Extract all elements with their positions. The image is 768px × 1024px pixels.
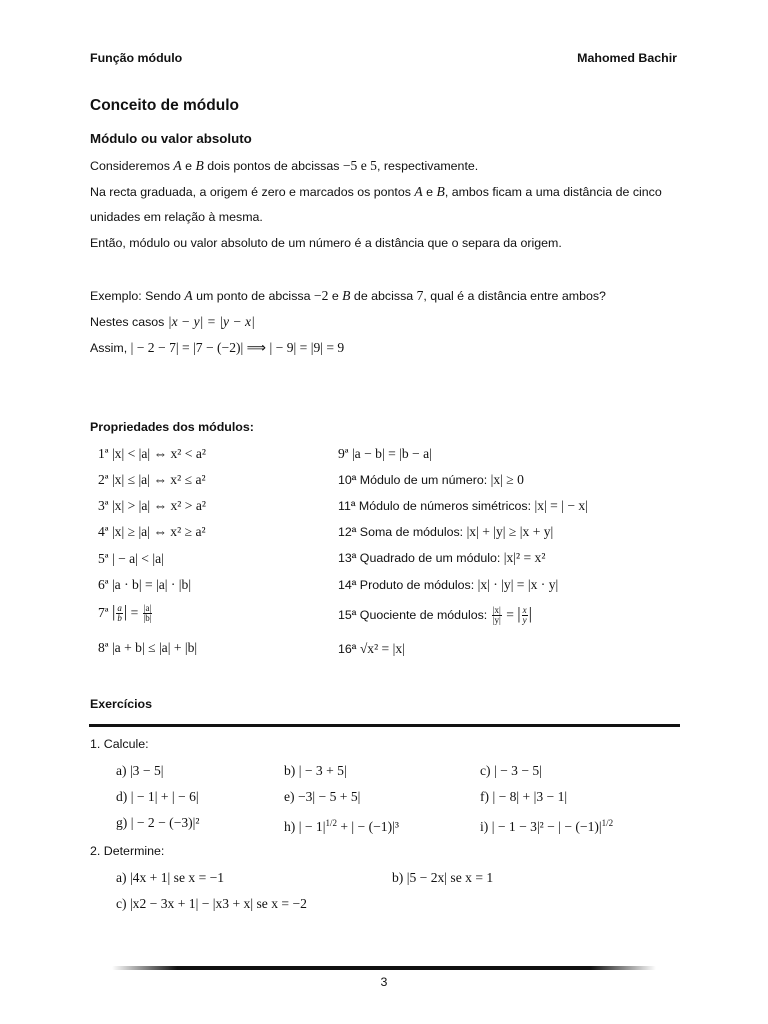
exercise-1e: e) −3| − 5 + 5| (284, 789, 361, 804)
intro-line-2: Na recta graduada, a origem é zero e marcados os pontos A e B, ambos ficam a uma distância de cinco (90, 184, 662, 199)
header-title: Função módulo (90, 51, 183, 65)
properties-title: Propriedades dos módulos: (90, 420, 254, 434)
section-title: Conceito de módulo (90, 97, 239, 114)
property-11: 11ª Módulo de números simétricos: |x| = | − x| (338, 498, 588, 513)
exercise-1c: c) | − 3 − 5| (480, 763, 542, 778)
intro-line-4: Então, módulo ou valor absoluto de um número é a distância que o separa da origem. (90, 236, 562, 250)
exercise-2a: a) |4x + 1| se x = −1 (116, 870, 225, 885)
example-line-2: Nestes casos |x − y| = |y − x| (90, 314, 255, 329)
exercise-2-title: 2. Determine: (90, 844, 165, 858)
intro-line-1: Consideremos A e B dois pontos de abcissas −5 e 5, respectivamente. (90, 158, 479, 173)
exercise-1b: b) | − 3 + 5| (284, 763, 347, 778)
exercise-2c: c) |x2 − 3x + 1| − |x3 + x| se x = −2 (116, 896, 307, 911)
property-12: 12ª Soma de módulos: |x| + |y| ≥ |x + y| (338, 524, 554, 539)
example-line-1: Exemplo: Sendo A um ponto de abcissa −2 e B de abcissa 7, qual é a distância entre ambos? (90, 288, 606, 303)
intro-line-3: unidades em relação à mesma. (90, 210, 263, 224)
subsection-title: Módulo ou valor absoluto (90, 131, 252, 146)
property-1: 1ª |x| < |a| ⇔ x² < a² (98, 446, 206, 461)
property-8: 8ª |a + b| ≤ |a| + |b| (98, 640, 198, 655)
exercise-1f: f) | − 8| + |3 − 1| (480, 789, 568, 804)
property-9: 9ª |a − b| = |b − a| (338, 446, 432, 461)
property-3: 3ª |x| > |a| ⇔ x² > a² (98, 498, 206, 513)
property-14: 14ª Produto de módulos: |x| · |y| = |x · y| (338, 577, 559, 592)
property-5: 5ª | − a| < |a| (98, 551, 164, 566)
header-author: Mahomed Bachir (577, 51, 677, 65)
exercise-1g: g) | − 2 − (−3)|² (116, 815, 200, 830)
exercise-2b: b) |5 − 2x| se x = 1 (392, 870, 494, 885)
property-16: 16ª √x² = |x| (338, 641, 405, 656)
exercise-1h: h) | − $1|^{1/2}$ + | − (−1)|³ (284, 818, 399, 834)
footer-divider (112, 966, 656, 970)
property-2: 2ª |x| ≤ |a| ⇔ x² ≤ a² (98, 472, 206, 487)
exercise-1d: d) | − 1| + | − 6| (116, 789, 199, 804)
property-15: 15ª Quociente de módulos: $\frac{|x|}{|y|}$ = | $\frac{x}{y}$ | (338, 604, 533, 626)
property-7: 7ª | $\frac{a}{b}$ | = $\frac{|a|}{|b|}$ (98, 602, 152, 624)
exercise-1a: a) |3 − 5| (116, 763, 164, 778)
exercise-1i: i) | − 1 − 3|² − | − $(-1)|^{1/2}$ (480, 818, 614, 834)
exercises-divider (89, 724, 680, 727)
property-13: 13ª Quadrado de um módulo: |x|² = x² (338, 550, 546, 565)
exercise-1-title: 1. Calcule: (90, 737, 149, 751)
property-10: 10ª Módulo de um número: |x| ≥ 0 (338, 472, 524, 487)
property-6: 6ª |a · b| = |a| · |b| (98, 577, 192, 592)
example-line-3: Assim, | − 2 − 7| = |7 − (−2)| ⟹ | − 9| = |9| = 9 (90, 340, 345, 355)
page-number: 3 (380, 975, 388, 989)
exercises-title: Exercícios (90, 697, 152, 711)
property-4: 4ª |x| ≥ |a| ⇔ x² ≥ a² (98, 524, 206, 539)
